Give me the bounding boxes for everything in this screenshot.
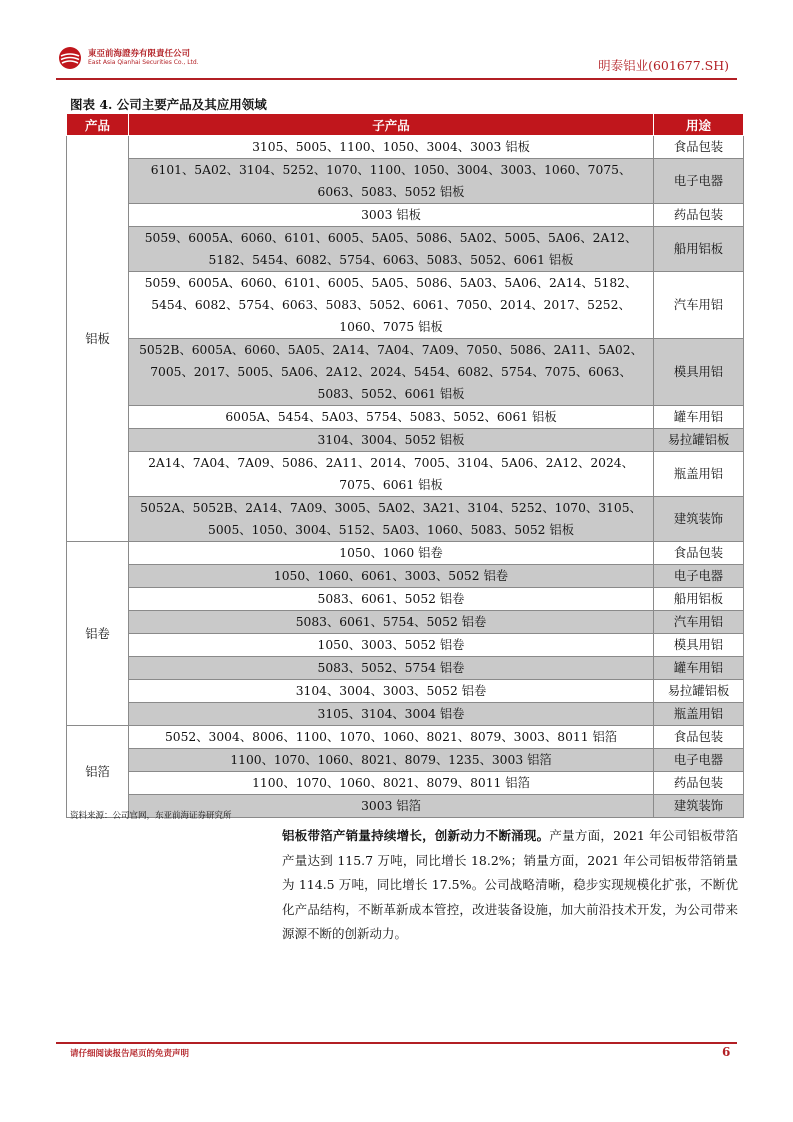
table-row (67, 657, 744, 680)
subproduct-cell: 5059、6005A、6060、6101、6005、5A05、5086、5A03、5A06、2A14、5182、5454、6082、5754、6063、5083、5052、6061、7050、2014、2017、5252、1060、7075 铝板 (129, 272, 654, 339)
footer-disclaimer: 请仔细阅读报告尾页的免责声明 (70, 1049, 190, 1059)
figure-source: 资料来源：公司官网，东亚前海证券研究所 (70, 811, 232, 821)
subproduct-cell: 3104、3004、3003、5052 铝卷 (129, 680, 654, 703)
brand-name-en: East Asia Qianhai Securities Co., Ltd. (88, 59, 199, 66)
table-row (67, 339, 744, 406)
use-cell: 建筑装饰 (654, 795, 744, 818)
table-row (67, 227, 744, 272)
paragraph-body: 产量方面，2021 年公司铝板带箔产量达到 115.7 万吨，同比增长 18.2%；销量方面，2021 年公司铝板带箔销量为 114.5 万吨，同比增长 17.5%。公司战略清晰，稳步实现规模化扩张，不断优化产品结构，不断革新成本管控，改进装备设施，加大前沿技术开发，为公司带来源源不断的创新动力。 (282, 828, 738, 941)
use-cell: 汽车用铝 (654, 272, 744, 339)
use-cell: 罐车用铝 (654, 657, 744, 680)
table-row (67, 204, 744, 227)
use-cell: 船用铝板 (654, 588, 744, 611)
use-cell: 药品包装 (654, 772, 744, 795)
table-row (67, 726, 744, 749)
subproduct-cell: 5052A、5052B、2A14、7A09、3005、5A02、3A21、3104、5252、1070、3105、5005、1050、3004、5152、5A03、1060、5083、5052 铝板 (129, 497, 654, 542)
table-row (67, 565, 744, 588)
subproduct-cell: 1100、1070、1060、8021、8079、1235、3003 铝箔 (129, 749, 654, 772)
table-row (67, 406, 744, 429)
use-cell: 易拉罐铝板 (654, 429, 744, 452)
use-cell: 电子电器 (654, 159, 744, 204)
use-cell: 建筑装饰 (654, 497, 744, 542)
subproduct-cell: 5052、3004、8006、1100、1070、1060、8021、8079、3003、8011 铝箔 (129, 726, 654, 749)
product-cell: 铝卷 (67, 542, 129, 726)
product-cell: 铝箔 (67, 726, 129, 818)
subproduct-cell: 1050、3003、5052 铝卷 (129, 634, 654, 657)
table-row (67, 272, 744, 339)
use-cell: 电子电器 (654, 565, 744, 588)
page-number: 6 (722, 1045, 731, 1059)
use-cell: 食品包装 (654, 726, 744, 749)
table-row (67, 749, 744, 772)
subproduct-cell: 5083、6061、5052 铝卷 (129, 588, 654, 611)
header-subproduct: 子产品 (129, 114, 654, 136)
use-cell: 船用铝板 (654, 227, 744, 272)
subproduct-cell: 3003 铝板 (129, 204, 654, 227)
product-cell: 铝板 (67, 136, 129, 542)
table-row (67, 452, 744, 497)
use-cell: 药品包装 (654, 204, 744, 227)
use-cell: 罐车用铝 (654, 406, 744, 429)
subproduct-cell: 6005A、5454、5A03、5754、5083、5052、6061 铝板 (129, 406, 654, 429)
page-header (56, 44, 737, 78)
header-divider (56, 78, 737, 80)
subproduct-cell: 1050、1060、6061、3003、5052 铝卷 (129, 565, 654, 588)
use-cell: 瓶盖用铝 (654, 703, 744, 726)
use-cell: 瓶盖用铝 (654, 452, 744, 497)
brand-name-cn: 東亞前海證券有限責任公司 (88, 49, 191, 59)
subproduct-cell: 5059、6005A、6060、6101、6005、5A05、5086、5A02、5005、5A06、2A12、5182、5454、6082、5754、6063、5083、5052、6061 铝板 (129, 227, 654, 272)
table-row (67, 497, 744, 542)
table-row (67, 429, 744, 452)
use-cell: 食品包装 (654, 542, 744, 565)
table-row (67, 159, 744, 204)
figure-title: 图表 4. 公司主要产品及其应用领域 (70, 97, 267, 112)
table-row (67, 703, 744, 726)
header-product: 产品 (67, 114, 129, 136)
table-row (67, 680, 744, 703)
use-cell: 汽车用铝 (654, 611, 744, 634)
paragraph-lead: 铝板带箔产销量持续增长，创新动力不断涌现。 (282, 828, 550, 843)
body-paragraph (282, 824, 738, 947)
subproduct-cell: 3105、5005、1100、1050、3004、3003 铝板 (129, 136, 654, 159)
subproduct-cell: 3105、3104、3004 铝卷 (129, 703, 654, 726)
header-use: 用途 (654, 114, 744, 136)
subproduct-cell: 5083、6061、5754、5052 铝卷 (129, 611, 654, 634)
use-cell: 食品包装 (654, 136, 744, 159)
table-row (67, 611, 744, 634)
table-header-row (67, 114, 744, 136)
use-cell: 模具用铝 (654, 634, 744, 657)
subproduct-cell: 3003 铝箔 (129, 795, 654, 818)
use-cell: 模具用铝 (654, 339, 744, 406)
subproduct-cell: 1100、1070、1060、8021、8079、8011 铝箔 (129, 772, 654, 795)
table-row (67, 542, 744, 565)
use-cell: 电子电器 (654, 749, 744, 772)
subproduct-cell: 1050、1060 铝卷 (129, 542, 654, 565)
use-cell: 易拉罐铝板 (654, 680, 744, 703)
table-row (67, 634, 744, 657)
footer-divider (56, 1042, 737, 1044)
subproduct-cell: 6101、5A02、3104、5252、1070、1100、1050、3004、3003、1060、7075、6063、5083、5052 铝板 (129, 159, 654, 204)
subproduct-cell: 3104、3004、5052 铝板 (129, 429, 654, 452)
table-row (67, 136, 744, 159)
subproduct-cell: 2A14、7A04、7A09、5086、2A11、2014、7005、3104、5A06、2A12、2024、7075、6061 铝板 (129, 452, 654, 497)
report-title: 明泰铝业(601677.SH) (598, 58, 729, 73)
table-row (67, 772, 744, 795)
product-table (66, 113, 744, 818)
subproduct-cell: 5052B、6005A、6060、5A05、2A14、7A04、7A09、7050、5086、2A11、5A02、7005、2017、5005、5A06、2A12、2024、5454、6082、5754、7075、6063、5083、5052、6061 铝板 (129, 339, 654, 406)
company-logo-icon (58, 46, 82, 70)
table-row (67, 588, 744, 611)
subproduct-cell: 5083、5052、5754 铝卷 (129, 657, 654, 680)
